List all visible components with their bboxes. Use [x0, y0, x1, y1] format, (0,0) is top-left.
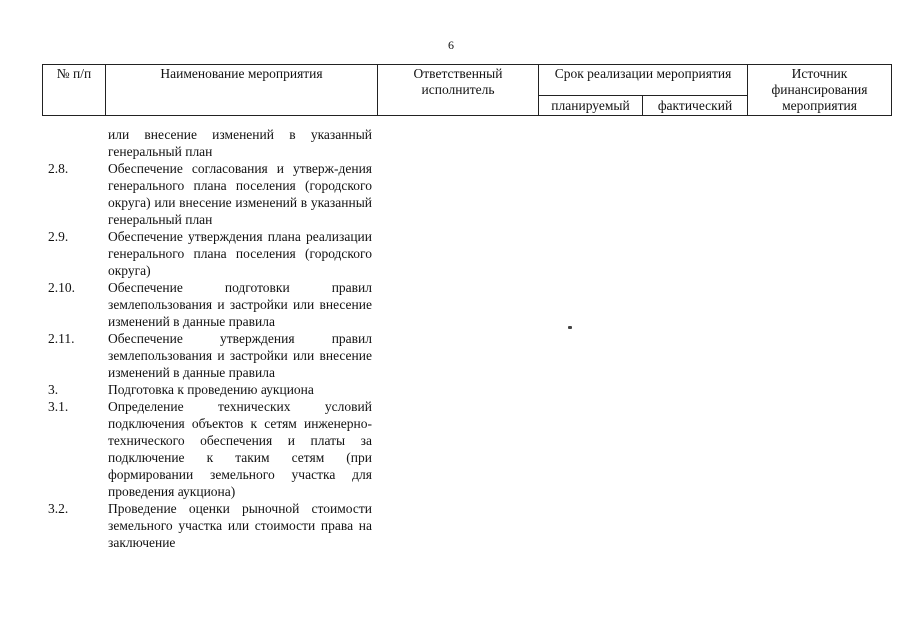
row-number: 2.8. — [48, 161, 69, 176]
row-number: 2.10. — [48, 280, 75, 295]
row-text: Подготовка к проведению аукциона — [108, 382, 314, 397]
col-name-header: Наименование мероприятия — [106, 65, 378, 116]
col-number-header: № п/п — [43, 65, 106, 116]
table-row — [42, 228, 382, 279]
row-text: Обеспечение подготовки правил землепользования и застройки или внесение изменений в данные правила — [108, 280, 372, 329]
col-actual-header: фактический — [643, 96, 748, 116]
row-number: 3.2. — [48, 501, 69, 516]
table-row — [42, 160, 382, 228]
row-text: Обеспечение утверждения правил землепользования и застройки или внесение изменений в данные правила — [108, 331, 372, 380]
row-text: Обеспечение согласования и утверж-дения генерального плана поселения (городского округа) или внесение изменений в указанный генеральный план — [108, 161, 372, 227]
row-number: 2.9. — [48, 229, 69, 244]
table-header — [42, 64, 892, 116]
table-row — [42, 126, 382, 160]
row-number: 2.11. — [48, 331, 75, 346]
row-text: или внесение изменений в указанный генеральный план — [108, 127, 372, 159]
col-executor-header: Ответственный исполнитель — [378, 65, 539, 116]
table-row — [42, 330, 382, 381]
table-row — [42, 279, 382, 330]
col-planned-header: планируемый — [539, 96, 643, 116]
row-text: Проведение оценки рыночной стоимости земельного участка или стоимости права на заключение — [108, 501, 372, 550]
col-source-header: Источник финансирования мероприятия — [748, 65, 892, 116]
page-number: 6 — [448, 38, 454, 52]
table-body — [42, 126, 382, 551]
row-number: 3. — [48, 382, 59, 397]
row-text: Определение технических условий подключения объектов к сетям инженерно-технического обеспечения и платы за подключение к таким сетям (при формировании земельного участка для проведения аукциона) — [108, 399, 372, 499]
table-row — [42, 398, 382, 500]
table-row — [42, 381, 382, 398]
col-term-header: Срок реализации мероприятия — [539, 65, 748, 96]
row-text: Обеспечение утверждения плана реализации генерального плана поселения (городского округа) — [108, 229, 372, 278]
row-number — [42, 126, 108, 160]
table-row — [42, 500, 382, 551]
scan-speck — [568, 326, 572, 329]
row-number: 3.1. — [48, 399, 69, 414]
